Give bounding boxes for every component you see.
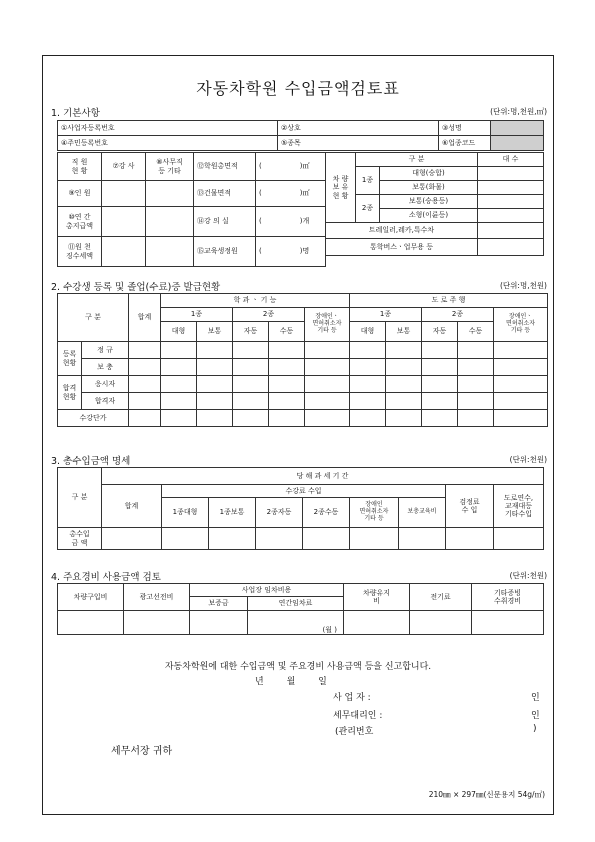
vehicle-table bbox=[325, 152, 544, 256]
trade-name-field[interactable] bbox=[316, 121, 439, 136]
cell[interactable] bbox=[197, 359, 233, 376]
vehicle-normal-truck-count[interactable] bbox=[478, 181, 544, 195]
cell[interactable] bbox=[422, 376, 458, 393]
cell[interactable] bbox=[494, 342, 548, 359]
cell[interactable] bbox=[233, 410, 269, 427]
tuition-h4: 2종수동 bbox=[303, 498, 350, 528]
cell[interactable] bbox=[233, 376, 269, 393]
other-evidence-cell[interactable] bbox=[472, 611, 544, 635]
cell[interactable] bbox=[422, 342, 458, 359]
code-field[interactable] bbox=[491, 136, 544, 151]
cell[interactable] bbox=[494, 393, 548, 410]
cell[interactable] bbox=[197, 410, 233, 427]
cell[interactable] bbox=[386, 376, 422, 393]
cell[interactable] bbox=[161, 393, 197, 410]
cell[interactable] bbox=[303, 528, 350, 550]
headcount-label: ⑨인 원 bbox=[58, 181, 102, 207]
cell[interactable] bbox=[269, 410, 305, 427]
rrn-field[interactable] bbox=[148, 136, 278, 151]
cell[interactable] bbox=[197, 376, 233, 393]
other-income-header: 도로연수, 교재대등 기타수입 bbox=[494, 485, 544, 528]
expense-table bbox=[57, 583, 544, 635]
unit-price-label: 수강단가 bbox=[58, 410, 129, 427]
basic-info-table-top bbox=[57, 120, 544, 151]
cell[interactable] bbox=[386, 410, 422, 427]
applicant-seal: 인 bbox=[531, 693, 540, 703]
cell[interactable] bbox=[350, 410, 386, 427]
vehicle-trailer: 트레일러,레카,특수차 bbox=[326, 223, 478, 239]
instructor-tax[interactable] bbox=[102, 237, 146, 267]
supplement-label: 보 충 bbox=[82, 359, 129, 376]
road-large: 대형 bbox=[350, 322, 386, 342]
tuition-h1: 1종대형 bbox=[162, 498, 209, 528]
annual-pay-label: ⑩연 간 총지급액 bbox=[58, 207, 102, 237]
cell[interactable] bbox=[494, 528, 544, 550]
skill-disabled: 장애인ㆍ 면허취소자 기타 등 bbox=[305, 308, 350, 342]
cell[interactable] bbox=[102, 528, 162, 550]
instructor-label: ⑦강 사 bbox=[102, 153, 146, 181]
enrollment-table bbox=[57, 293, 548, 427]
vehicle-gubun-header: 구 분 bbox=[356, 153, 478, 167]
road-normal: 보통 bbox=[386, 322, 422, 342]
cell[interactable] bbox=[197, 393, 233, 410]
vehicle-trailer-count[interactable] bbox=[478, 223, 544, 239]
cell[interactable] bbox=[129, 359, 161, 376]
mgmt-no-close: ) bbox=[533, 724, 537, 734]
maintenance-cell[interactable] bbox=[344, 611, 410, 635]
vehicle-small: 소형(이륜등) bbox=[380, 209, 478, 223]
regular-label: 정 규 bbox=[82, 342, 129, 359]
biz-no-field[interactable] bbox=[148, 121, 278, 136]
tuition-h2: 1종보통 bbox=[209, 498, 256, 528]
edu-limit-label: ⑮교육생정원 bbox=[194, 237, 256, 267]
road-class1: 1종 bbox=[350, 308, 422, 322]
rooms-label: ⑭강 의 실 bbox=[194, 207, 256, 237]
section2-unit: (단위:명,천원) bbox=[500, 281, 547, 290]
agent-seal: 인 bbox=[531, 711, 540, 721]
cell[interactable] bbox=[458, 342, 494, 359]
cell[interactable] bbox=[162, 528, 209, 550]
road-class2: 2종 bbox=[422, 308, 494, 322]
cell[interactable] bbox=[209, 528, 256, 550]
area-total-label: ⑫학원총면적 bbox=[194, 153, 256, 181]
declaration-date[interactable]: 년 월 일 bbox=[255, 677, 327, 687]
applicants-label: 응시자 bbox=[82, 376, 129, 393]
section3-unit: (단위:천원) bbox=[509, 455, 547, 464]
cell[interactable] bbox=[129, 342, 161, 359]
cell[interactable] bbox=[494, 410, 548, 427]
revenue-total-header: 합계 bbox=[102, 485, 162, 528]
cell[interactable] bbox=[269, 342, 305, 359]
item-label: ⑤종목 bbox=[278, 136, 316, 151]
mgmt-no-label: (관리번호 bbox=[335, 727, 374, 737]
office-tax[interactable] bbox=[146, 237, 194, 267]
rent-header: 사업장 임차비용 bbox=[190, 584, 344, 597]
cell[interactable] bbox=[386, 342, 422, 359]
cell[interactable] bbox=[494, 376, 548, 393]
cell[interactable] bbox=[129, 393, 161, 410]
enroll-gubun: 구 분 bbox=[58, 294, 129, 342]
revenue-period-header: 당 해 과 세 기 간 bbox=[102, 468, 544, 485]
pass-status-label: 합격 현황 bbox=[58, 376, 82, 410]
cell[interactable] bbox=[129, 410, 161, 427]
cell[interactable] bbox=[305, 342, 350, 359]
office-label: ⑧사무직 등 기타 bbox=[146, 153, 194, 181]
cell[interactable] bbox=[350, 359, 386, 376]
vehicle-normal-truck: 보통(화물) bbox=[380, 181, 478, 195]
other-evidence-header: 기타증빙 수취경비 bbox=[472, 584, 544, 611]
cell[interactable] bbox=[269, 359, 305, 376]
rooms-field[interactable]: ( )개 bbox=[256, 207, 326, 237]
cell[interactable] bbox=[350, 528, 399, 550]
revenue-gubun: 구 분 bbox=[58, 468, 102, 528]
enroll-road-header: 도 로 주 행 bbox=[350, 294, 548, 308]
cell[interactable] bbox=[350, 342, 386, 359]
instructor-pay[interactable] bbox=[102, 207, 146, 237]
staff-label: 직 원 현 황 bbox=[58, 153, 102, 181]
office-pay[interactable] bbox=[146, 207, 194, 237]
cell[interactable] bbox=[269, 393, 305, 410]
vehicle-bus: 통학버스ㆍ업무용 등 bbox=[326, 239, 478, 256]
form-title: 자동차학원 수입금액검토표 bbox=[196, 79, 400, 98]
skill-class2: 2종 bbox=[233, 308, 305, 322]
section1-heading: 1. 기본사항 bbox=[51, 108, 100, 119]
skill-large: 대형 bbox=[161, 322, 197, 342]
annual-rent-header: 연간임차료 bbox=[248, 597, 344, 611]
area-bldg-label: ⑬건물면적 bbox=[194, 181, 256, 207]
facility-table bbox=[193, 152, 326, 267]
withholding-label: ⑪원 천 징수세액 bbox=[58, 237, 102, 267]
cell[interactable] bbox=[161, 359, 197, 376]
tuition-h3: 2종자동 bbox=[256, 498, 303, 528]
rrn-label: ④주민등록번호 bbox=[58, 136, 148, 151]
section4-unit: (단위:천원) bbox=[509, 571, 547, 580]
vehicle-count-header: 대 수 bbox=[478, 153, 544, 167]
maintenance-header: 차량유지 비 bbox=[344, 584, 410, 611]
cell[interactable] bbox=[161, 342, 197, 359]
cell[interactable] bbox=[350, 393, 386, 410]
cell[interactable] bbox=[233, 359, 269, 376]
enroll-skill-header: 학 과 ㆍ 기 능 bbox=[161, 294, 350, 308]
cell[interactable] bbox=[422, 393, 458, 410]
cell[interactable] bbox=[305, 376, 350, 393]
reg-status-label: 등록 현황 bbox=[58, 342, 82, 376]
cell[interactable] bbox=[350, 376, 386, 393]
cell[interactable] bbox=[269, 376, 305, 393]
section2-heading: 2. 수강생 등록 및 졸업(수료)증 발급현황 bbox=[51, 282, 221, 293]
biz-no-label: ①사업자등록번호 bbox=[58, 121, 148, 136]
cell[interactable] bbox=[458, 393, 494, 410]
annual-rent-cell[interactable]: (월 ) bbox=[248, 611, 344, 635]
area-total-field[interactable]: ( )㎡ bbox=[256, 153, 326, 181]
cell[interactable] bbox=[494, 359, 548, 376]
section1-unit: (단위:명,천원,㎡) bbox=[490, 107, 547, 116]
passers-label: 합격자 bbox=[82, 393, 129, 410]
paper-spec: 210㎜ × 297㎜(신문용지 54g/㎡) bbox=[428, 790, 545, 799]
electricity-header: 전기료 bbox=[410, 584, 472, 611]
item-field[interactable] bbox=[316, 136, 439, 151]
exam-fee-header: 검정료 수 입 bbox=[446, 485, 494, 528]
section3-heading: 3. 총수입금액 명세 bbox=[51, 456, 131, 467]
cell[interactable] bbox=[233, 393, 269, 410]
vehicle-large: 대형(승합) bbox=[380, 167, 478, 181]
cell[interactable] bbox=[305, 359, 350, 376]
ad-cell[interactable] bbox=[124, 611, 190, 635]
cell[interactable] bbox=[386, 359, 422, 376]
vehicle-small-count[interactable] bbox=[478, 209, 544, 223]
area-bldg-field[interactable]: ( )㎡ bbox=[256, 181, 326, 207]
cell[interactable] bbox=[446, 528, 494, 550]
cell[interactable] bbox=[422, 359, 458, 376]
staff-table bbox=[57, 152, 194, 267]
cell[interactable] bbox=[422, 410, 458, 427]
vehicle-class1: 1종 bbox=[356, 167, 380, 195]
vehicle-bus-count[interactable] bbox=[478, 239, 544, 256]
road-disabled: 장애인ㆍ 면허취소자 기타 등 bbox=[494, 308, 548, 342]
applicant-label: 사 업 자 : bbox=[333, 693, 371, 703]
edu-limit-field[interactable]: ( )명 bbox=[256, 237, 326, 267]
road-auto: 자동 bbox=[422, 322, 458, 342]
tuition-h6: 보충교육비 bbox=[399, 498, 446, 528]
deposit-header: 보증금 bbox=[190, 597, 248, 611]
section4-heading: 4. 주요경비 사용금액 검토 bbox=[51, 572, 161, 583]
total-revenue-label: 총수입 금 액 bbox=[58, 528, 102, 550]
cell[interactable] bbox=[256, 528, 303, 550]
office-count[interactable] bbox=[146, 181, 194, 207]
cell[interactable] bbox=[458, 359, 494, 376]
cell[interactable] bbox=[161, 376, 197, 393]
instructor-count[interactable] bbox=[102, 181, 146, 207]
vehicle-class2: 2종 bbox=[356, 195, 380, 223]
purchase-cell[interactable] bbox=[58, 611, 124, 635]
cell[interactable] bbox=[399, 528, 446, 550]
form-page bbox=[42, 55, 554, 815]
tuition-header: 수강료 수입 bbox=[162, 485, 446, 498]
vehicle-large-count[interactable] bbox=[478, 167, 544, 181]
cell[interactable] bbox=[305, 393, 350, 410]
agent-label: 세무대리인 : bbox=[333, 711, 383, 721]
cell[interactable] bbox=[197, 342, 233, 359]
road-manual: 수동 bbox=[458, 322, 494, 342]
recipient: 세무서장 귀하 bbox=[111, 746, 173, 757]
cell[interactable] bbox=[233, 342, 269, 359]
enroll-total: 합계 bbox=[129, 294, 161, 342]
deposit-cell[interactable] bbox=[190, 611, 248, 635]
vehicle-normal-car-count[interactable] bbox=[478, 195, 544, 209]
skill-auto: 자동 bbox=[233, 322, 269, 342]
skill-normal: 보통 bbox=[197, 322, 233, 342]
purchase-header: 차량구입비 bbox=[58, 584, 124, 611]
vehicle-label: 차 량 보 유 현 황 bbox=[326, 153, 356, 223]
ceo-field[interactable] bbox=[491, 121, 544, 136]
skill-manual: 수동 bbox=[269, 322, 305, 342]
revenue-table bbox=[57, 467, 544, 550]
vehicle-normal-car: 보통(승용등) bbox=[380, 195, 478, 209]
cell[interactable] bbox=[129, 376, 161, 393]
skill-class1: 1종 bbox=[161, 308, 233, 322]
tuition-h5: 장애인 면허취소자 기타 등 bbox=[350, 498, 399, 528]
cell[interactable] bbox=[386, 393, 422, 410]
cell[interactable] bbox=[458, 376, 494, 393]
cell[interactable] bbox=[161, 410, 197, 427]
electricity-cell[interactable] bbox=[410, 611, 472, 635]
trade-name-label: ②상호 bbox=[278, 121, 316, 136]
code-label: ⑥업종코드 bbox=[439, 136, 491, 151]
ad-header: 광고선전비 bbox=[124, 584, 190, 611]
cell[interactable] bbox=[305, 410, 350, 427]
ceo-label: ③성명 bbox=[439, 121, 491, 136]
declaration-text: 자동차학원에 대한 수입금액 및 주요경비 사용금액 등을 신고합니다. bbox=[164, 662, 432, 672]
cell[interactable] bbox=[458, 410, 494, 427]
